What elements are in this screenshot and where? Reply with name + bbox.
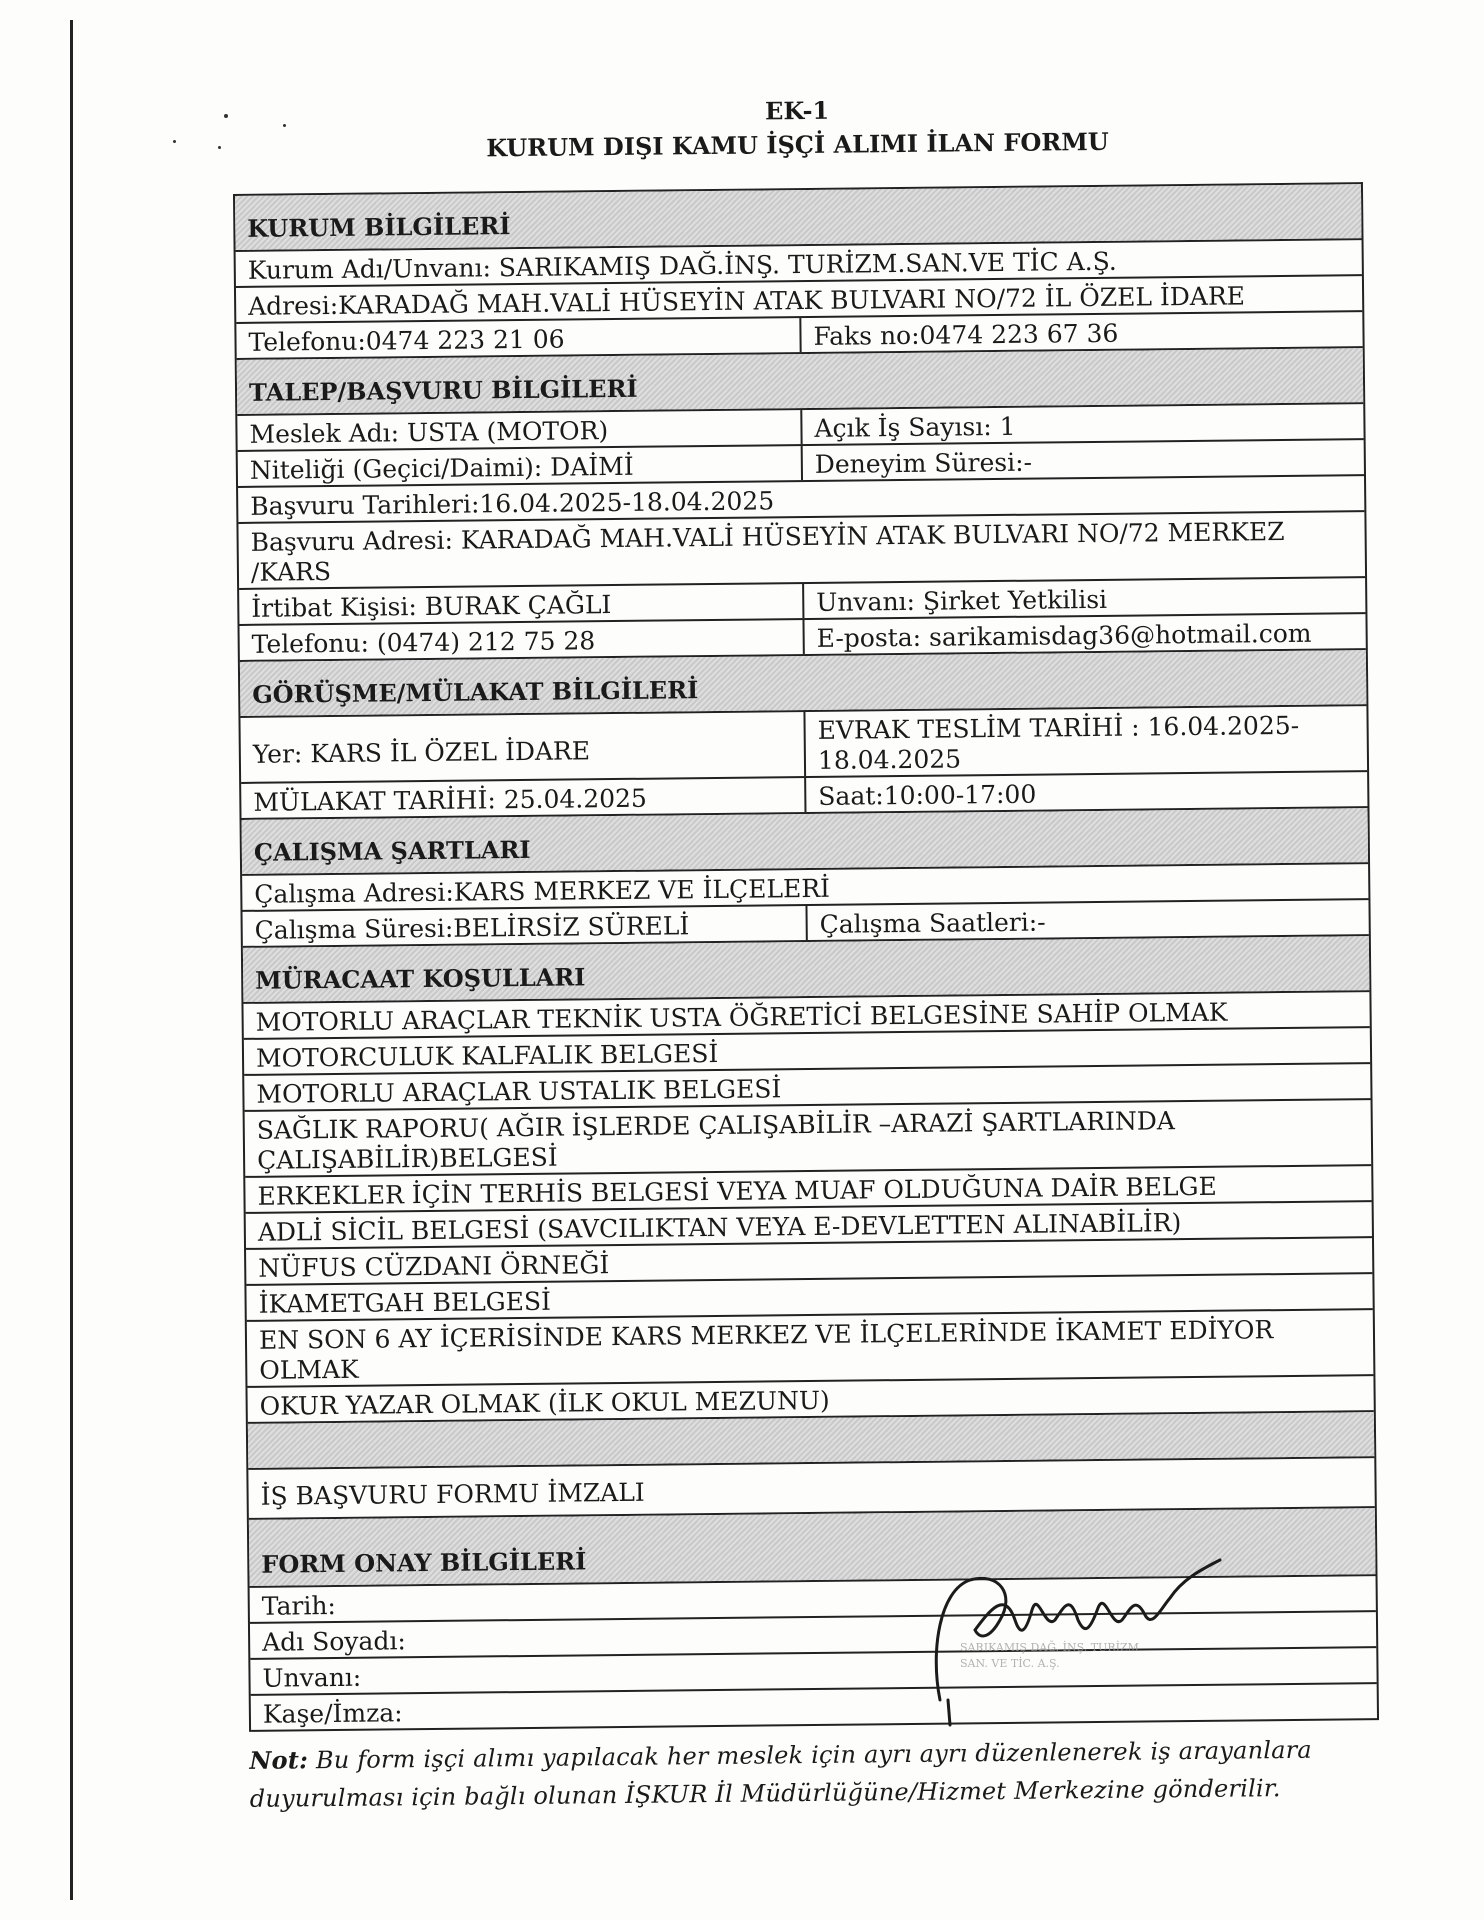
scan-dust — [224, 114, 228, 118]
irtibat-kisisi: İrtibat Kişisi: BURAK ÇAĞLI — [251, 590, 612, 623]
kosul-item: NÜFUS CÜZDANI ÖRNEĞİ — [258, 1250, 610, 1283]
deneyim-suresi: Deneyim Süresi:- — [801, 440, 1364, 480]
kosul-item: ERKEKLER İÇİN TERHİS BELGESİ VEYA MUAF OLDUĞUNA DAİR BELGE — [257, 1171, 1217, 1211]
acik-is-sayisi: Açık İş Sayısı: 1 — [800, 404, 1363, 444]
irtibat-telefon: Telefonu: (0474) 212 75 28 — [251, 626, 596, 659]
section-talep: TALEP/BAŞVURU BİLGİLERİ — [237, 348, 1364, 414]
onay-adi-soyadi: Adı Soyadı: — [262, 1626, 406, 1657]
kosul-item: MOTORLU ARAÇLAR TEKNİK USTA ÖĞRETİCİ BELGESİNE SAHİP OLMAK — [255, 997, 1228, 1037]
basvuru-tarihleri: Başvuru Tarihleri:16.04.2025-18.04.2025 — [250, 486, 775, 521]
irtibat-eposta: E-posta: sarikamisdag36@hotmail.com — [802, 614, 1365, 654]
kosul-item: SAĞLIK RAPORU( AĞIR İŞLERDE ÇALIŞABİLİR –ARAZİ ŞARTLARINDA ÇALIŞABİLİR)BELGESİ — [256, 1106, 1176, 1175]
calisma-suresi: Çalışma Süresi:BELİRSİZ SÜRELİ — [254, 911, 690, 945]
company-stamp — [960, 1640, 1300, 1750]
gorusme-yer: Yer: KARS İL ÖZEL İDARE — [252, 736, 591, 769]
kurum-faks: Faks no:0474 223 67 36 — [799, 312, 1362, 352]
onay-unvani: Unvanı: — [262, 1662, 362, 1693]
section-muracaat: MÜRACAAT KOŞULLARI — [243, 936, 1370, 1002]
kosul-item: ADLİ SİCİL BELGESİ (SAVCILIKTAN VEYA E-DEVLETTEN ALINABİLİR) — [257, 1208, 1182, 1247]
kosul-item: İŞ BAŞVURU FORMU İMZALI — [260, 1477, 645, 1511]
scan-dust — [173, 140, 176, 143]
onay-tarih: Tarih: — [261, 1590, 337, 1621]
kosul-item: MOTORLU ARAÇLAR USTALIK BELGESİ — [256, 1074, 782, 1109]
stamp-line: SAN. VE TİC. A.Ş. — [960, 1657, 1060, 1670]
calisma-saatleri: Çalışma Saatleri:- — [805, 900, 1368, 940]
meslek-adi: Meslek Adı: USTA (MOTOR) — [249, 416, 609, 449]
niteligi: Niteliği (Geçici/Daimi): DAİMİ — [249, 451, 634, 485]
scan-edge — [70, 20, 73, 1900]
mulakat-tarihi: MÜLAKAT TARİHİ: 25.04.2025 — [253, 783, 648, 817]
scan-dust — [218, 146, 221, 149]
section-gorusme: GÖRÜŞME/MÜLAKAT BİLGİLERİ — [240, 650, 1367, 716]
kosul-item: MOTORCULUK KALFALIK BELGESİ — [255, 1038, 719, 1073]
kurum-adi: Kurum Adı/Unvanı: SARIKAMIŞ DAĞ.İNŞ. TURİZM.SAN.VE TİC A.Ş. — [247, 246, 1117, 285]
section-kurum: KURUM BİLGİLERİ — [235, 184, 1362, 250]
calisma-adresi: Çalışma Adresi:KARS MERKEZ VE İLÇELERİ — [254, 873, 831, 909]
irtibat-unvani: Unvanı: Şirket Yetkilisi — [802, 578, 1365, 618]
mulakat-saat: Saat:10:00-17:00 — [804, 772, 1367, 812]
kosul-item: İKAMETGAH BELGESİ — [258, 1286, 552, 1319]
kosul-item: EN SON 6 AY İÇERİSİNDE KARS MERKEZ VE İLÇELERİNDE İKAMET EDİYOR OLMAK — [258, 1315, 1274, 1385]
kosul-item: OKUR YAZAR OLMAK (İLK OKUL MEZUNU) — [259, 1385, 830, 1421]
kurum-adres: Adresi:KARADAĞ MAH.VALİ HÜSEYİN ATAK BULVARI NO/72 İL ÖZEL İDARE — [248, 281, 1246, 321]
document-code: EK-1 — [764, 95, 830, 126]
basvuru-adresi: Başvuru Adresi: KARADAĞ MAH.VALİ HÜSEYİN ATAK BULVARI NO/72 MERKEZ /KARS — [250, 517, 1285, 587]
onay-kase-imza: Kaşe/İmza: — [262, 1698, 403, 1729]
kurum-telefon: Telefonu:0474 223 21 06 — [248, 324, 565, 357]
evrak-teslim-tarihi: EVRAK TESLİM TARİHİ : 16.04.2025-18.04.2025 — [803, 706, 1367, 776]
section-onay: FORM ONAY BİLGİLERİ — [249, 1508, 1376, 1586]
announcement-form — [233, 182, 1379, 1732]
document-title: KURUM DIŞI KAMU İŞÇİ ALIMI İLAN FORMU — [486, 126, 1109, 163]
note-text: Bu form işçi alımı yapılacak her meslek için ayrı ayrı düzenlenerek iş arayanlara duyurulması için bağlı olunan İŞKUR İl Müdürlüğüne/Hizmet Merkezine gönderilir. — [249, 1735, 1312, 1813]
stamp-line: SARIKAMIŞ DAĞ. İNŞ. TURİZM — [960, 1641, 1139, 1654]
note-label: Not: — [249, 1745, 309, 1775]
section-calisma: ÇALIŞMA ŞARTLARI — [242, 808, 1369, 874]
